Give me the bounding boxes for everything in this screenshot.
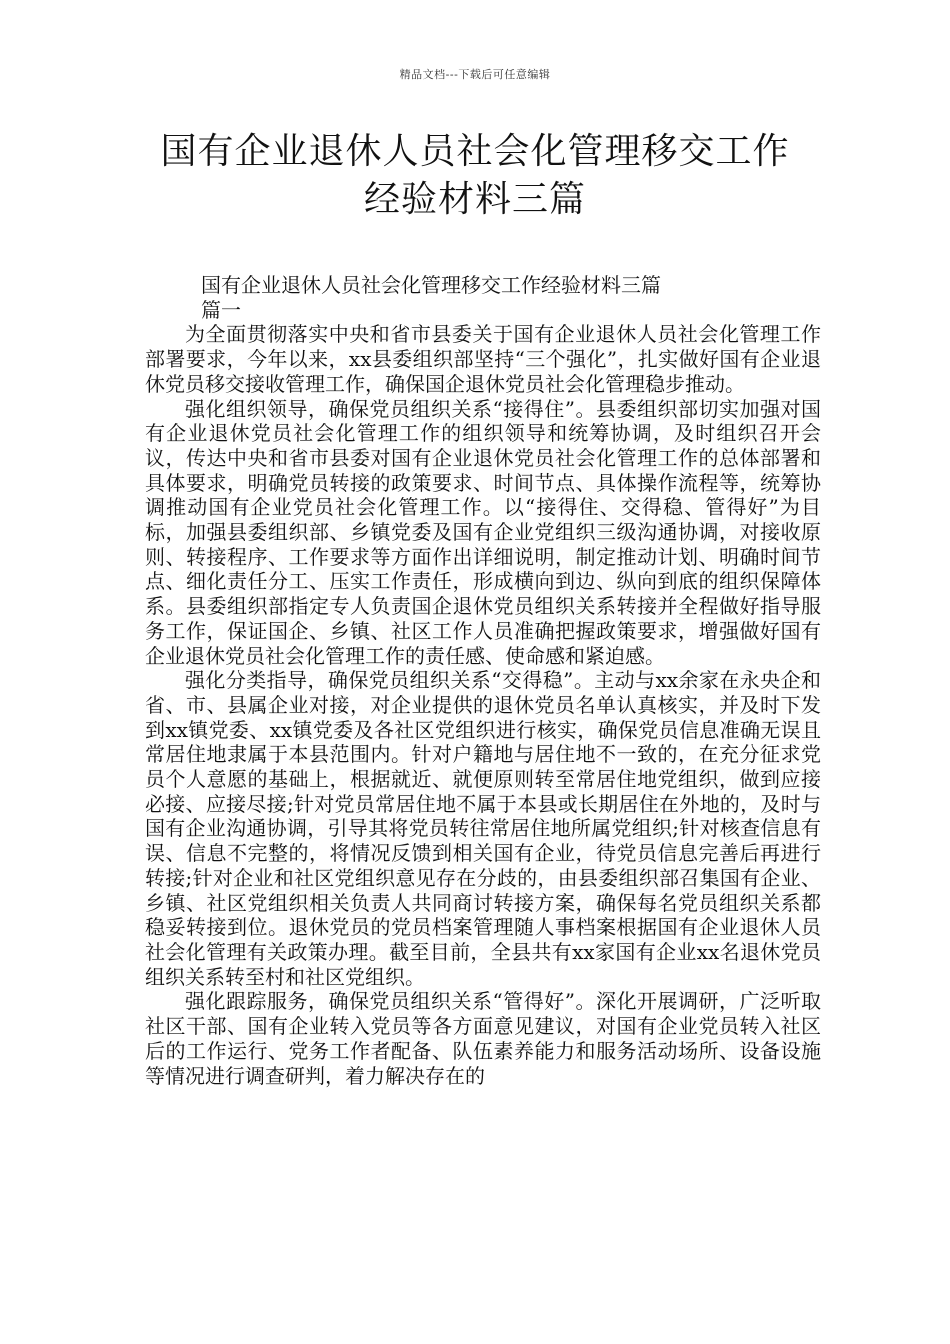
document-body	[145, 273, 821, 1088]
section-label: 篇一	[201, 297, 241, 322]
subtitle: 国有企业退休人员社会化管理移交工作经验材料三篇	[201, 273, 661, 297]
header-note: 精品文档---下载后可任意编辑	[399, 68, 551, 81]
paragraph: 强化跟踪服务，确保党员组织关系“管得好”。深化开展调研，广泛听取社区干部、国有企业转入党员等各方面意见建议，对国有企业党员转入社区后的工作运行、党务工作者配备、队伍素养能力和服务活动场所、设备设施等情况进行调查研判，着力解决存在的	[145, 989, 821, 1088]
paragraph: 强化组织领导，确保党员组织关系“接得住”。县委组织部切实加强对国有企业退休党员社会化管理工作的组织领导和统筹协调，及时组织召开会议，传达中央和省市县委对国有企业退休党员社会化管理工作的总体部署和具体要求，明确党员转接的政策要求、时间节点、具体操作流程等，统筹协调推动国有企业党员社会化管理工作。以“接得住、交得稳、管得好”为目标，加强县委组织部、乡镇党委及国有企业党组织三级沟通协调，对接收原则、转接程序、工作要求等方面作出详细说明，制定推动计划、明确时间节点、细化责任分工、压实工作责任，形成横向到边、纵向到底的组织保障体系。县委组织部指定专人负责国企退休党员组织关系转接并全程做好指导服务工作，保证国企、乡镇、社区工作人员准确把握政策要求，增强做好国有企业退休党员社会化管理工作的责任感、使命感和紧迫感。	[145, 396, 821, 668]
document-title: 国有企业退休人员社会化管理移交工作经验材料三篇	[160, 131, 790, 220]
paragraph: 为全面贯彻落实中央和省市县委关于国有企业退休人员社会化管理工作部署要求，今年以来，xx县委组织部坚持“三个强化”，扎实做好国有企业退休党员移交接收管理工作，确保国企退休党员社会化管理稳步推动。	[145, 322, 821, 396]
paragraph: 强化分类指导，确保党员组织关系“交得稳”。主动与xx余家在永央企和省、市、县属企业对接，对企业提供的退休党员名单认真核实，并及时下发到xx镇党委、xx镇党委及各社区党组织进行核实，确保党员信息准确无误且常居住地隶属于本县范围内。针对户籍地与居住地不一致的，在充分征求党员个人意愿的基础上，根据就近、就便原则转至常居住地党组织，做到应接必接、应接尽接;针对党员常居住地不属于本县或长期居住在外地的，及时与国有企业沟通协调，引导其将党员转往常居住地所属党组织;针对核查信息有误、信息不完整的，将情况反馈到相关国有企业，待党员信息完善后再进行转接;针对企业和社区党组织意见存在分歧的，由县委组织部召集国有企业、乡镇、社区党组织相关负责人共同商讨转接方案，确保每名党员组织关系都稳妥转接到位。退休党员的党员档案管理随人事档案根据国有企业退休人员社会化管理有关政策办理。截至目前，全县共有xx家国有企业xx名退休党员组织关系转至村和社区党组织。	[145, 668, 821, 989]
